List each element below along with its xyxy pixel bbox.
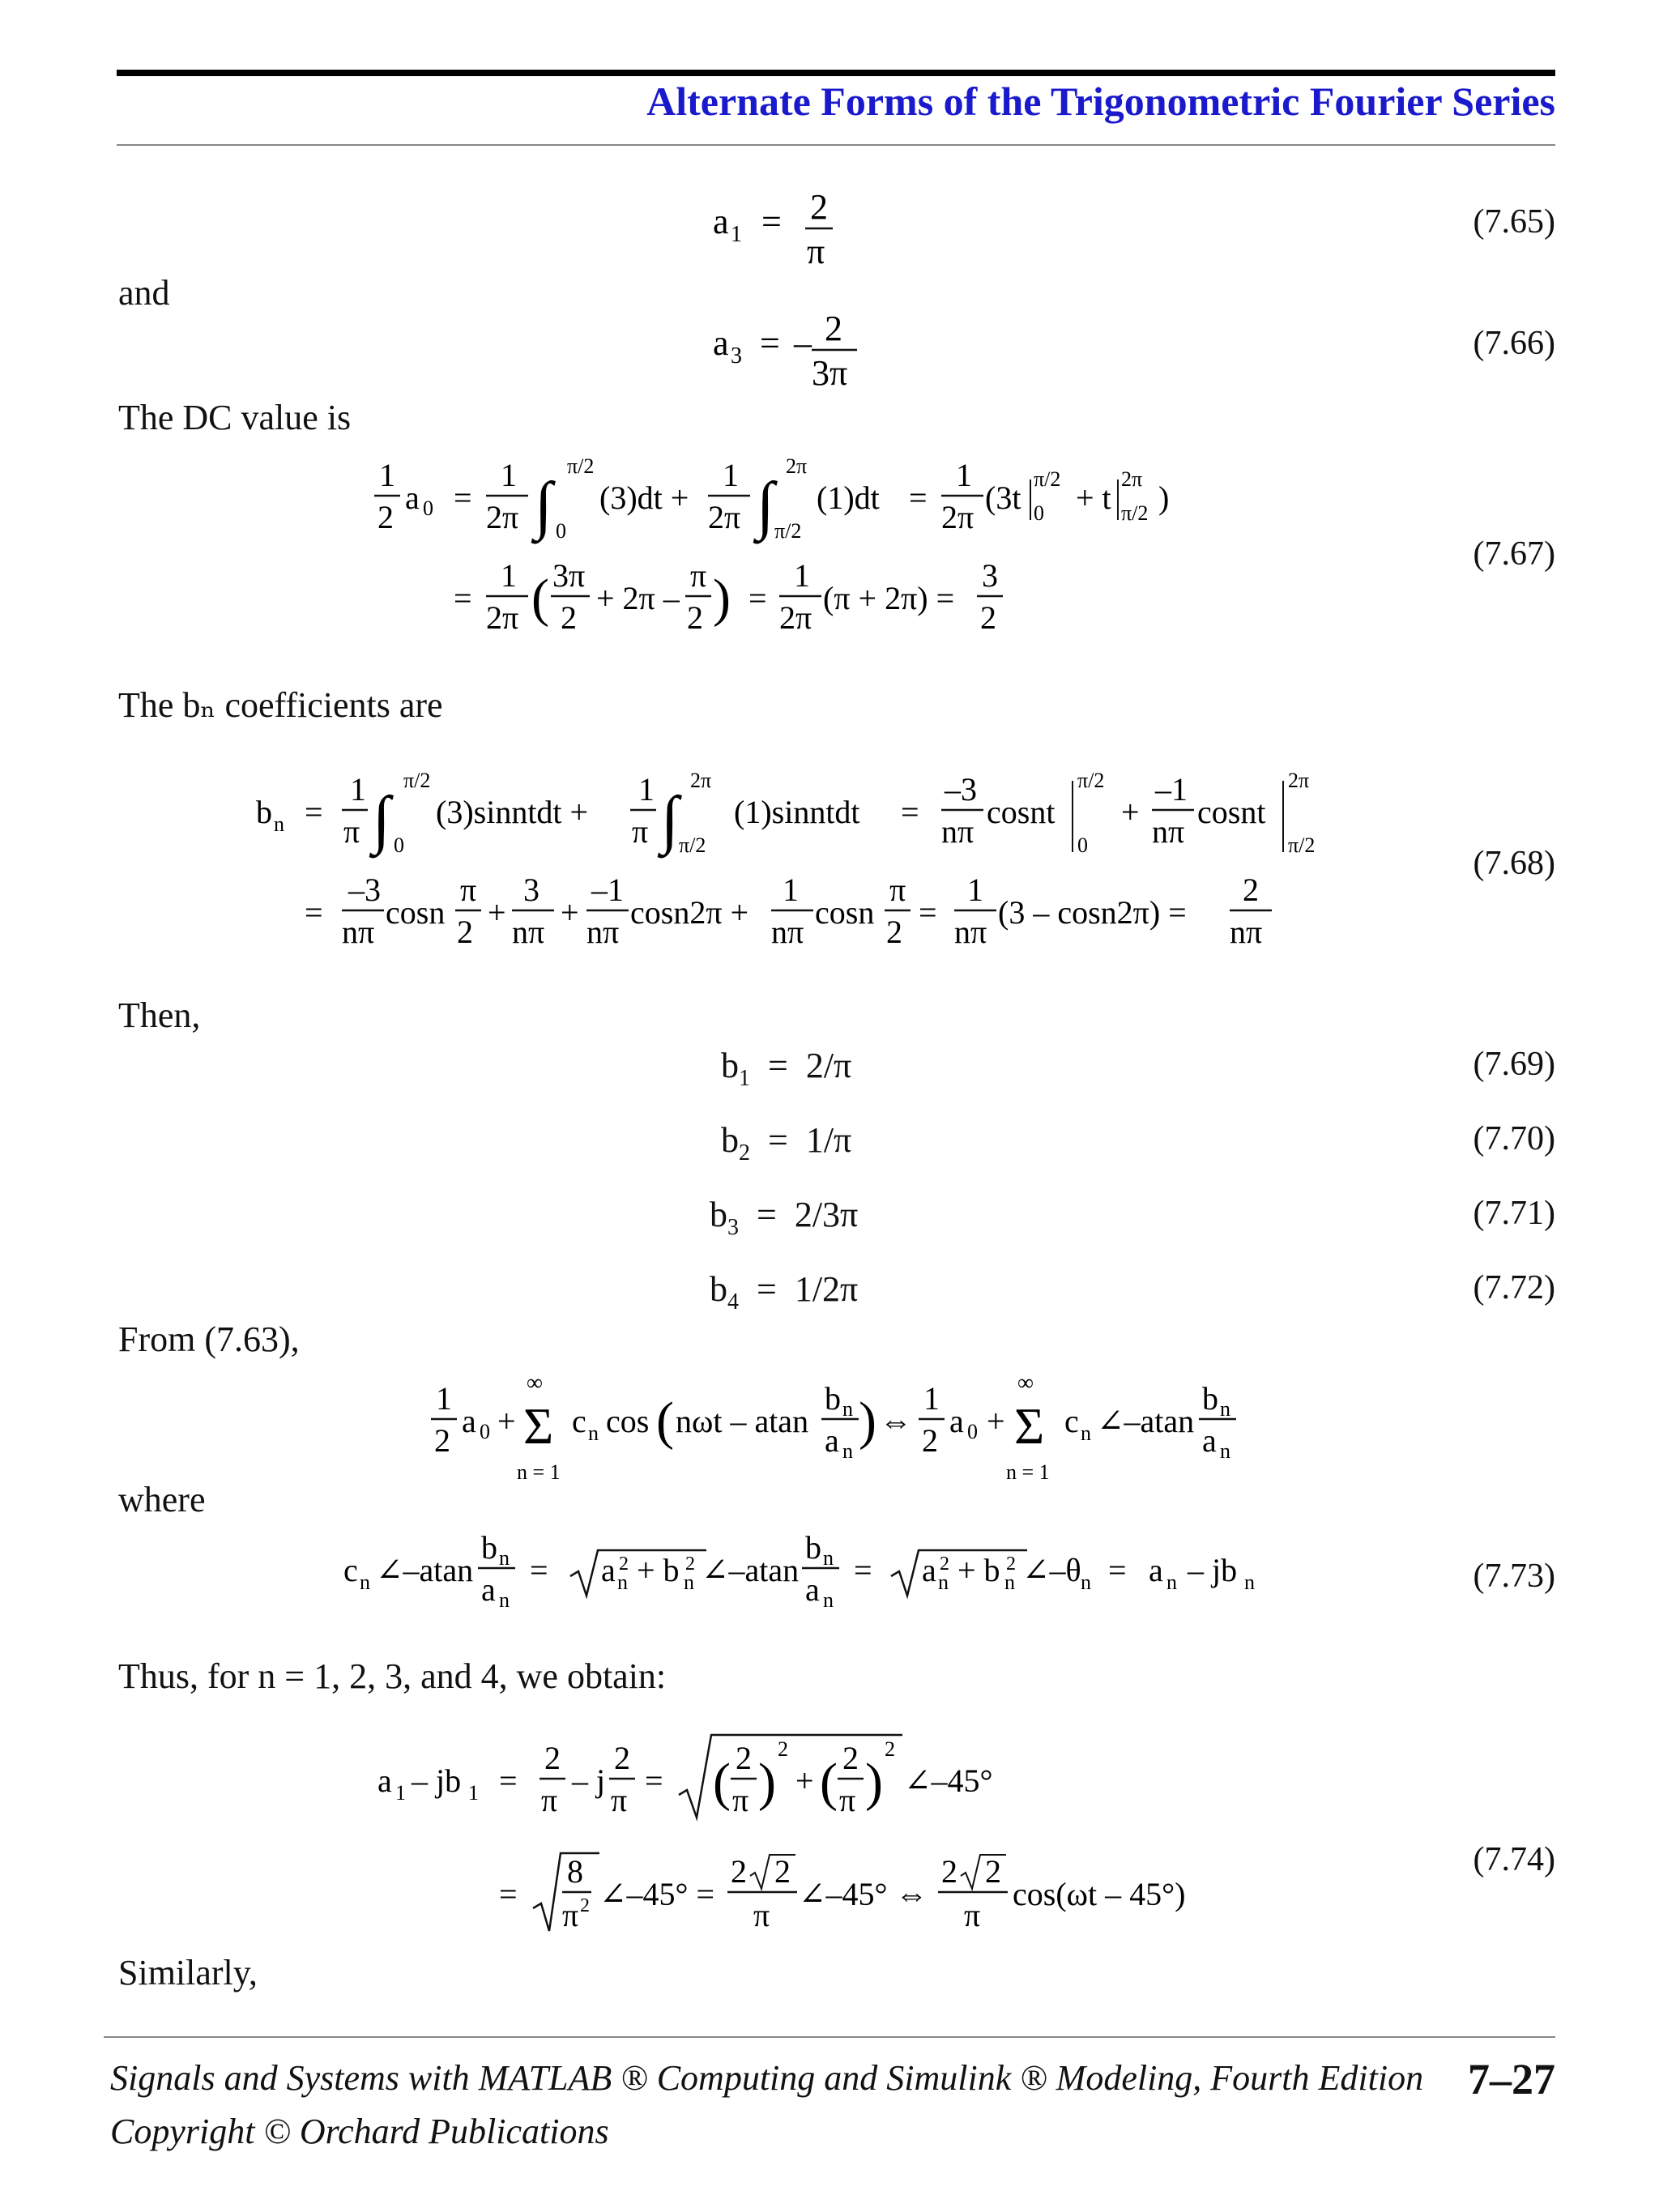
paragraph-bn-intro: The bₙ coefficients are [118, 685, 443, 725]
svg-text:2π: 2π [1288, 769, 1310, 792]
header-title: Alternate Forms of the Trigonometric Fourier Series [646, 79, 1555, 124]
svg-text:2π: 2π [690, 769, 712, 792]
svg-text:∫: ∫ [757, 470, 774, 541]
svg-text:∫: ∫ [373, 784, 390, 855]
equation-7-68-math [253, 761, 1371, 972]
svg-text:2: 2 [1006, 1554, 1016, 1575]
svg-text:π: π [611, 1782, 628, 1818]
svg-text:n: n [588, 1421, 599, 1445]
svg-text:cos: cos [606, 1403, 650, 1439]
svg-text:cos(ωt – 45°): cos(ωt – 45°) [1013, 1876, 1186, 1912]
svg-text:nπ: nπ [771, 914, 804, 950]
svg-text:2π: 2π [786, 454, 808, 478]
svg-text:(1)sinntdt: (1)sinntdt [734, 794, 860, 830]
svg-text:n = 1: n = 1 [517, 1460, 561, 1484]
svg-text:∞: ∞ [527, 1370, 543, 1396]
svg-text:0: 0 [394, 833, 404, 857]
equation-7-74 [377, 1717, 1228, 1964]
svg-text:+ b: + b [957, 1552, 1000, 1588]
svg-text:(1)dt: (1)dt [817, 479, 880, 516]
svg-text:–1: –1 [1155, 771, 1188, 808]
svg-text:1: 1 [436, 1380, 452, 1417]
svg-text:a: a [713, 323, 729, 363]
svg-text:Σ: Σ [1014, 1397, 1045, 1455]
svg-text:∫: ∫ [535, 470, 552, 541]
svg-text:=: = [1108, 1552, 1127, 1588]
svg-text:): ) [758, 1753, 776, 1812]
svg-text:c: c [1064, 1403, 1079, 1439]
svg-text:2: 2 [377, 499, 394, 535]
svg-text:c: c [343, 1552, 358, 1588]
svg-text:–1: –1 [591, 872, 624, 908]
svg-text:2π: 2π [1121, 467, 1143, 491]
equation-number-7-72: (7.72) [1473, 1269, 1555, 1306]
svg-text:1: 1 [638, 771, 655, 808]
svg-text:=: = [499, 1876, 518, 1912]
svg-text:n: n [684, 1571, 694, 1594]
svg-text:2: 2 [774, 1853, 791, 1890]
footer-rule [104, 2036, 1555, 2038]
equation-number-7-69: (7.69) [1473, 1046, 1555, 1083]
svg-text:b: b [805, 1529, 821, 1566]
svg-text:=: = [645, 1762, 663, 1799]
svg-text:b: b [825, 1380, 841, 1417]
svg-text:=: = [454, 580, 472, 616]
svg-text:(: ( [656, 1392, 674, 1451]
svg-text:3: 3 [523, 872, 539, 908]
svg-text:0: 0 [967, 1420, 978, 1443]
equation-7-69: $b_1 = 2/\pi$ [721, 1046, 852, 1091]
svg-text:2π: 2π [486, 499, 519, 535]
svg-text:π: π [807, 232, 825, 271]
svg-text:π: π [839, 1782, 856, 1818]
svg-text:a: a [825, 1422, 839, 1459]
svg-text:a: a [405, 479, 420, 516]
equation-7-72: $b_4 = 1/2\pi$ [710, 1269, 859, 1315]
svg-text:cosn: cosn [815, 894, 875, 931]
svg-text:n: n [1220, 1439, 1230, 1463]
header-underline [117, 144, 1555, 146]
svg-text:2: 2 [731, 1853, 747, 1890]
svg-text:n: n [1220, 1397, 1230, 1421]
svg-text:+ 2π –: + 2π – [596, 580, 680, 616]
equation-7-71: $b_3 = 2/3\pi$ [710, 1195, 859, 1240]
svg-text:3: 3 [731, 343, 742, 369]
svg-text:): ) [859, 1392, 876, 1451]
svg-text:a: a [601, 1552, 616, 1588]
svg-text:∠–atan: ∠–atan [702, 1552, 800, 1588]
svg-text:π/2: π/2 [403, 769, 431, 792]
svg-text:2: 2 [614, 1740, 630, 1776]
svg-text:2: 2 [687, 599, 703, 636]
svg-text:n: n [499, 1588, 510, 1612]
svg-text:2: 2 [825, 309, 842, 348]
page-number: 7–27 [1468, 2055, 1555, 2103]
svg-text:a: a [462, 1403, 476, 1439]
svg-text:2π: 2π [941, 499, 975, 535]
svg-text:a: a [1149, 1552, 1163, 1588]
svg-text:a: a [377, 1762, 392, 1799]
svg-text:⇔: ⇔ [880, 1403, 912, 1439]
svg-text:2: 2 [580, 1895, 590, 1916]
svg-text:π: π [460, 872, 477, 908]
svg-text:n: n [842, 1439, 853, 1463]
paragraph-similarly: Similarly, [118, 1953, 258, 1993]
svg-text:=: = [305, 794, 323, 830]
svg-text:2: 2 [842, 1740, 859, 1776]
svg-text:2: 2 [434, 1422, 450, 1459]
svg-text:Σ: Σ [523, 1397, 554, 1455]
svg-text:n: n [1166, 1571, 1177, 1594]
svg-text:1: 1 [379, 457, 395, 493]
svg-text:π/2: π/2 [1077, 769, 1105, 792]
svg-text:n: n [499, 1546, 510, 1570]
svg-text:π: π [732, 1782, 749, 1818]
svg-text:– jb: – jb [412, 1762, 462, 1799]
svg-text:=: = [761, 202, 782, 241]
svg-text:=: = [748, 580, 767, 616]
svg-text:(π + 2π) =: (π + 2π) = [823, 580, 955, 616]
svg-text:3: 3 [982, 557, 998, 594]
equation-from-7-63-math [429, 1369, 1272, 1490]
svg-text:1: 1 [723, 457, 739, 493]
svg-text:8: 8 [567, 1853, 583, 1890]
svg-text:=: = [530, 1552, 548, 1588]
svg-text:=: = [854, 1552, 872, 1588]
svg-text:2: 2 [778, 1737, 788, 1761]
equation-from-7-63 [429, 1369, 1272, 1494]
svg-text:2: 2 [736, 1740, 752, 1776]
svg-text:2: 2 [922, 1422, 938, 1459]
svg-text:(3 – cosn2π) =: (3 – cosn2π) = [998, 894, 1187, 931]
equation-7-74-math [377, 1717, 1228, 1960]
paragraph-dc-intro: The DC value is [118, 398, 352, 437]
svg-text:1: 1 [395, 1781, 406, 1805]
svg-text:2: 2 [941, 1853, 957, 1890]
paragraph-from: From (7.63), [118, 1319, 300, 1359]
svg-text:nπ: nπ [342, 914, 375, 950]
header-rule [117, 70, 1555, 76]
equation-number-7-65: (7.65) [1473, 203, 1555, 241]
svg-text:–: – [794, 323, 812, 363]
svg-text:2: 2 [886, 914, 902, 950]
equation-7-73-math [343, 1523, 1299, 1628]
svg-text:+ t: + t [1076, 479, 1111, 516]
svg-text:a: a [922, 1552, 936, 1588]
svg-text:cosnt: cosnt [987, 794, 1056, 830]
svg-text:2π: 2π [708, 499, 741, 535]
svg-text:1: 1 [956, 457, 972, 493]
svg-text:+: + [497, 1403, 516, 1439]
svg-text:0: 0 [556, 519, 566, 543]
svg-text:1: 1 [468, 1781, 479, 1805]
svg-text:): ) [713, 569, 731, 628]
footer-book-title: Signals and Systems with MATLAB ® Computing and Simulink ® Modeling, Fourth Edition [110, 2058, 1424, 2098]
svg-text:2: 2 [685, 1554, 695, 1575]
svg-text:): ) [1158, 479, 1170, 516]
svg-text:n: n [823, 1588, 834, 1612]
svg-text:π: π [690, 557, 707, 594]
svg-text:b: b [256, 794, 272, 830]
svg-text:nπ: nπ [954, 914, 987, 950]
svg-text:∠–45°: ∠–45° [904, 1762, 993, 1799]
svg-text:π/2: π/2 [1288, 833, 1316, 857]
paragraph-thus: Thus, for n = 1, 2, 3, and 4, we obtain: [118, 1656, 667, 1696]
equation-number-7-73: (7.73) [1473, 1558, 1555, 1595]
svg-text:∞: ∞ [1017, 1370, 1034, 1396]
svg-text:nπ: nπ [941, 813, 975, 850]
paragraph-and: and [118, 273, 170, 313]
equation-number-7-67: (7.67) [1473, 535, 1555, 573]
svg-text:=: = [454, 479, 472, 516]
svg-text:b: b [481, 1529, 497, 1566]
equation-7-65 [713, 186, 891, 279]
equation-7-67-math [373, 447, 1264, 658]
svg-text:n: n [1244, 1571, 1255, 1594]
svg-text:): ) [865, 1753, 883, 1812]
svg-text:n: n [1081, 1421, 1091, 1445]
svg-text:2: 2 [457, 914, 473, 950]
svg-text:(3t: (3t [985, 479, 1021, 516]
svg-text:nωt – atan: nωt – atan [676, 1403, 809, 1439]
svg-text:π/2: π/2 [774, 519, 802, 543]
svg-text:nπ: nπ [1230, 914, 1263, 950]
svg-text:+: + [987, 1403, 1005, 1439]
equation-number-7-66: (7.66) [1473, 325, 1555, 362]
equation-7-73 [343, 1523, 1299, 1632]
svg-text:π/2: π/2 [679, 833, 706, 857]
svg-text:∠–45° =: ∠–45° = [599, 1876, 715, 1912]
svg-text:(3)dt +: (3)dt + [599, 479, 689, 516]
svg-text:π: π [964, 1897, 981, 1933]
svg-text:∠–45° ⇔: ∠–45° ⇔ [799, 1876, 928, 1912]
svg-text:a: a [949, 1403, 964, 1439]
svg-text:nπ: nπ [586, 914, 620, 950]
svg-text:(: ( [531, 569, 549, 628]
svg-text:cosn: cosn [386, 894, 446, 931]
svg-text:(3)sinntdt +: (3)sinntdt + [436, 794, 589, 830]
svg-text:=: = [305, 894, 323, 931]
svg-text:2π: 2π [486, 599, 519, 636]
svg-text:2: 2 [885, 1737, 895, 1761]
svg-text:a: a [713, 202, 729, 241]
svg-text:n = 1: n = 1 [1006, 1460, 1050, 1484]
svg-text:2: 2 [619, 1554, 629, 1575]
svg-text:π: π [562, 1897, 579, 1933]
footer-copyright: Copyright © Orchard Publications [110, 2112, 609, 2151]
svg-text:0: 0 [480, 1420, 490, 1443]
svg-text:–3: –3 [945, 771, 977, 808]
svg-text:2: 2 [1243, 872, 1259, 908]
svg-text:=: = [909, 479, 928, 516]
equation-number-7-70: (7.70) [1473, 1120, 1555, 1157]
svg-text:2: 2 [940, 1554, 949, 1575]
equation-number-7-74: (7.74) [1473, 1841, 1555, 1878]
equation-7-68 [253, 761, 1371, 976]
svg-text:=: = [499, 1762, 518, 1799]
svg-text:cosnt: cosnt [1197, 794, 1266, 830]
svg-text:2: 2 [544, 1740, 561, 1776]
svg-text:∫: ∫ [661, 784, 679, 855]
svg-text:π: π [343, 813, 360, 850]
svg-text:2: 2 [985, 1853, 1001, 1890]
svg-text:2π: 2π [779, 599, 812, 636]
svg-text:nπ: nπ [512, 914, 545, 950]
svg-text:– j: – j [572, 1762, 606, 1799]
svg-text:a: a [1202, 1422, 1217, 1459]
svg-text:+: + [561, 894, 579, 931]
svg-text:2: 2 [810, 187, 828, 227]
svg-text:n: n [274, 812, 284, 836]
svg-text:0: 0 [1077, 833, 1088, 857]
equation-7-65-math [713, 186, 891, 275]
svg-text:n: n [360, 1571, 370, 1594]
svg-text:π: π [753, 1897, 770, 1933]
svg-text:n: n [938, 1571, 949, 1594]
svg-text:–3: –3 [348, 872, 381, 908]
svg-text:π/2: π/2 [1034, 467, 1061, 491]
svg-text:1: 1 [794, 557, 810, 594]
svg-text:b: b [1202, 1380, 1218, 1417]
svg-text:3π: 3π [812, 353, 848, 393]
svg-text:1: 1 [501, 457, 517, 493]
svg-text:1: 1 [967, 872, 983, 908]
svg-text:a: a [481, 1571, 496, 1608]
svg-text:3π: 3π [552, 557, 586, 594]
svg-text:0: 0 [1034, 501, 1044, 525]
equation-number-7-71: (7.71) [1473, 1195, 1555, 1232]
svg-text:1: 1 [923, 1380, 940, 1417]
svg-text:∠–atan: ∠–atan [1097, 1403, 1195, 1439]
svg-text:π/2: π/2 [567, 454, 595, 478]
svg-text:π: π [632, 813, 649, 850]
svg-text:1: 1 [731, 222, 742, 247]
svg-text:(: ( [820, 1753, 838, 1812]
svg-text:π/2: π/2 [1121, 501, 1149, 525]
svg-text:– jb: – jb [1188, 1552, 1238, 1588]
svg-text:(: ( [713, 1753, 731, 1812]
svg-text:n: n [1004, 1571, 1015, 1594]
svg-text:2: 2 [980, 599, 996, 636]
svg-text:π: π [889, 872, 906, 908]
equation-number-7-68: (7.68) [1473, 845, 1555, 882]
svg-text:1: 1 [350, 771, 366, 808]
svg-text:n: n [823, 1546, 834, 1570]
equation-7-67 [373, 447, 1264, 662]
svg-text:0: 0 [423, 497, 433, 520]
svg-text:+: + [1121, 794, 1140, 830]
svg-text:n: n [842, 1397, 853, 1421]
svg-text:n: n [617, 1571, 628, 1594]
svg-text:n: n [1081, 1571, 1091, 1594]
equation-7-66 [713, 306, 907, 399]
svg-text:π: π [541, 1782, 558, 1818]
svg-text:1: 1 [783, 872, 799, 908]
svg-text:nπ: nπ [1152, 813, 1185, 850]
equation-7-66-math [713, 306, 907, 395]
svg-text:+: + [488, 894, 506, 931]
svg-text:2: 2 [561, 599, 577, 636]
paragraph-then: Then, [118, 995, 201, 1035]
paragraph-where: where [118, 1480, 206, 1519]
svg-text:1: 1 [501, 557, 517, 594]
svg-text:=: = [901, 794, 919, 830]
svg-text:∠–atan: ∠–atan [376, 1552, 474, 1588]
svg-text:c: c [572, 1403, 586, 1439]
svg-text:+: + [795, 1762, 814, 1799]
svg-text:∠–θ: ∠–θ [1022, 1552, 1081, 1588]
svg-text:=: = [919, 894, 937, 931]
svg-text:=: = [760, 323, 780, 363]
svg-text:+ b: + b [637, 1552, 680, 1588]
equation-7-70: $b_2 = 1/\pi$ [721, 1120, 852, 1166]
svg-text:a: a [805, 1571, 820, 1608]
svg-text:cosn2π +: cosn2π + [630, 894, 749, 931]
